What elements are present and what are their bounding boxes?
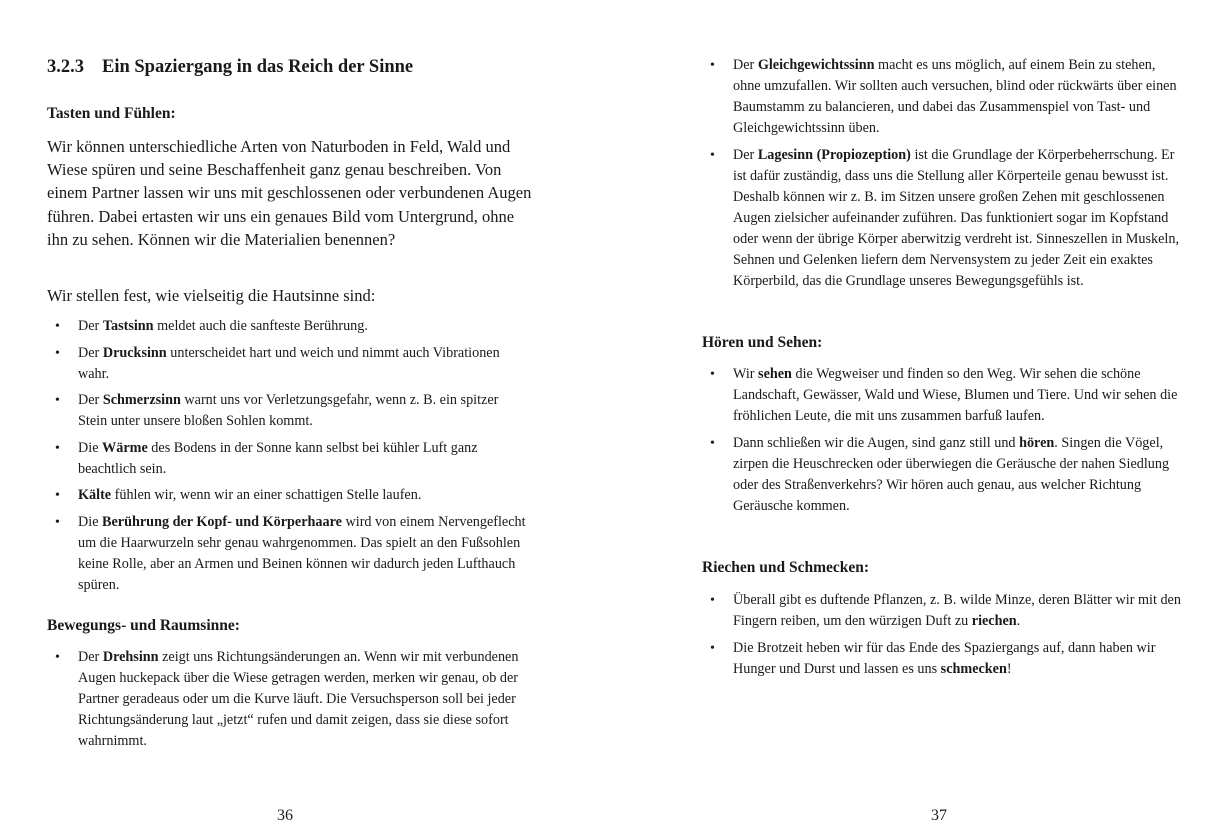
bullet-icon: •: [55, 440, 60, 456]
item-keyword: Drucksinn: [102, 344, 167, 361]
item-text-post: des Bodens in der Sonne kann selbst bei kühler Luft ganz beachtlich sein.: [78, 439, 478, 477]
bullet-icon: •: [55, 319, 60, 334]
list-item: [47, 647, 527, 752]
intro-paragraph: Wir können unterschiedliche Arten von Naturboden in Feld, Wald und Wiese spüren und seine Beschaffenheit ganz genau beschreiben. Von einem Partner lassen wir uns mit geschlossenen oder verbundenen Augen führen. Dabei ertasten wir uns ein genaues Bild vom Untergrund, ohne ihn zu sehen. Können wir die Materialien benennen?: [47, 137, 532, 249]
item-text-post: . Singen die Vögel, zirpen die Heuschrecken oder überwiegen die Geräusche der nahen Siedlung oder des Straßenverkehrs? Wir hören auch genau, aus welcher Richtung Geräusche kommen.: [733, 434, 1170, 514]
item-text-post: fühlen wir, wenn wir an einer schattigen Stelle laufen.: [111, 487, 422, 503]
bullet-icon: •: [55, 514, 60, 530]
bullet-icon: •: [55, 650, 60, 665]
item-text-pre: Wir: [733, 366, 759, 382]
item-text-pre: Die: [78, 513, 103, 530]
section-heading: [47, 57, 413, 78]
item-keyword: Gleichgewichtssinn: [757, 57, 875, 73]
item-text-pre: Der: [78, 318, 103, 334]
bullet-icon: •: [55, 345, 60, 361]
section-number: 3.2.3: [47, 57, 84, 77]
list-item: [47, 485, 527, 506]
item-text-pre: Der: [733, 57, 758, 73]
list-bewegung-cont: [702, 55, 1182, 297]
section-title: Ein Spaziergang in das Reich der Sinne: [102, 57, 414, 77]
list-item: [702, 590, 1182, 632]
item-text-pre: Die Brotzeit heben wir für das Ende des Spaziergangs auf, dann haben wir Hunger und Durst und lassen es uns: [733, 639, 1156, 677]
list-item: [47, 343, 527, 385]
page-number-left: 36: [277, 807, 293, 824]
page-number-right: 37: [931, 807, 947, 824]
list-hoeren: [702, 364, 1182, 522]
bullet-icon: •: [710, 367, 715, 382]
list-item: [47, 316, 527, 337]
item-keyword: Drehsinn: [102, 649, 159, 665]
item-keyword: Tastsinn: [102, 318, 154, 334]
item-keyword: Lagesinn (Propiozeption): [757, 146, 911, 163]
item-keyword: hören: [1019, 434, 1055, 451]
item-text-post: zeigt uns Richtungsänderungen an. Wenn wir mit verbundenen Augen huckepack über die Wiese getragen werden, merken wir genau, ob der Partner geradeaus oder um die Kurve läuft. Die Versuchsperson soll bei jeder Richtungsänderung laut „jetzt“ rufen und damit zeigen, dass sie diese sofort wahrnimmt.: [78, 649, 519, 749]
item-text-pre: Die: [78, 439, 103, 456]
list-hautsinne: [47, 316, 527, 601]
list-item: [47, 438, 527, 480]
item-text-pre: Überall gibt es duftende Pflanzen, z. B. wilde Minze, deren Blätter wir mit den Fingern reiben, um den würzigen Duft zu: [733, 592, 1181, 629]
bullet-icon: •: [710, 147, 715, 163]
list-item: [702, 638, 1182, 680]
subheading-bewegung: Bewegungs- und Raumsinne:: [47, 617, 240, 634]
item-text-post: unterscheidet hart und weich und nimmt auch Vibrationen wahr.: [78, 344, 500, 382]
list-item: [702, 145, 1182, 292]
list-item: [702, 55, 1182, 139]
subheading-riechen: Riechen und Schmecken:: [702, 559, 870, 576]
list-item: [702, 433, 1182, 517]
bullet-icon: •: [710, 435, 715, 451]
item-keyword: schmecken: [940, 660, 1007, 677]
bullet-icon: •: [55, 393, 60, 408]
left-page: [0, 0, 600, 834]
item-keyword: Kälte: [78, 487, 112, 503]
bullet-icon: •: [710, 640, 715, 656]
item-keyword: sehen: [758, 366, 792, 382]
subheading-tasten: Tasten und Fühlen:: [47, 105, 176, 122]
item-text-pre: Der: [78, 649, 103, 665]
item-text-pre: Dann schließen wir die Augen, sind ganz still und: [733, 434, 1020, 451]
item-text-post: macht es uns möglich, auf einem Bein zu stehen, ohne umzufallen. Wir sollten auch versuchen, blind oder rückwärts über einen Baumstamm zu balancieren, und dabei das Zusammenspiel von Tast- und Gleichgewichtssinn üben.: [733, 57, 1177, 136]
bullet-icon: •: [55, 488, 60, 503]
item-text-post: die Wegweiser und finden so den Weg. Wir sehen die schöne Landschaft, Gewässer, Wald und Wiese, Blumen und Tiere. Und wir sehen die fröhlichen Leute, die mit uns zusammen barfuß laufen.: [733, 366, 1178, 424]
item-keyword: Berührung der Kopf- und Körperhaare: [102, 513, 342, 530]
list-riechen: [702, 590, 1182, 685]
list-item: [47, 390, 527, 432]
item-keyword: Wärme: [102, 439, 148, 456]
item-keyword: riechen: [971, 613, 1017, 629]
item-text-post: !: [1006, 660, 1012, 677]
item-keyword: Schmerzsinn: [102, 392, 181, 408]
lead-paragraph: Wir stellen fest, wie vielseitig die Hautsinne sind:: [47, 286, 376, 305]
item-text-post: warnt uns vor Verletzungsgefahr, wenn z. B. ein spitzer Stein unter unsere bloßen Sohlen kommt.: [78, 392, 499, 429]
item-text-pre: Der: [78, 392, 103, 408]
item-text-pre: Der: [78, 344, 103, 361]
subheading-hoeren: Hören und Sehen:: [702, 334, 823, 351]
list-item: [702, 364, 1182, 427]
list-bewegung: [47, 647, 527, 758]
list-item: [47, 512, 527, 596]
item-text-post: meldet auch die sanfteste Berührung.: [153, 318, 368, 334]
item-text-post: ist die Grundlage der Körperbeherrschung. Er ist dafür zuständig, dass uns die Stellung aller Körperteile genau bewusst ist. Deshalb können wir z. B. im Sitzen unsere großen Zehen mit geschlossenen Augen zielsicher aufeinander zuführen. Das funktioniert sogar im Kopfstand oder wenn der übrige Körper aberwitzig verdreht ist. Sinneszellen in Muskeln, Sehnen und Gelenken liefern dem Nervensystem zu jeder Zeit ein exaktes Körperbild, das die Grundlage unseres Bewegungsgefühls ist.: [733, 146, 1179, 289]
item-text-post: wird von einem Nervengeflecht um die Haarwurzeln sehr genau wahrgenommen. Das spielt an den Fußsohlen keine Rolle, aber an Armen und Beinen können wir dadurch jeden Lufthauch spüren.: [78, 513, 526, 593]
item-text-post: .: [1016, 613, 1021, 629]
item-text-pre: Der: [733, 146, 758, 163]
right-page: [610, 0, 1215, 834]
bullet-icon: •: [710, 593, 715, 608]
bullet-icon: •: [710, 58, 715, 73]
